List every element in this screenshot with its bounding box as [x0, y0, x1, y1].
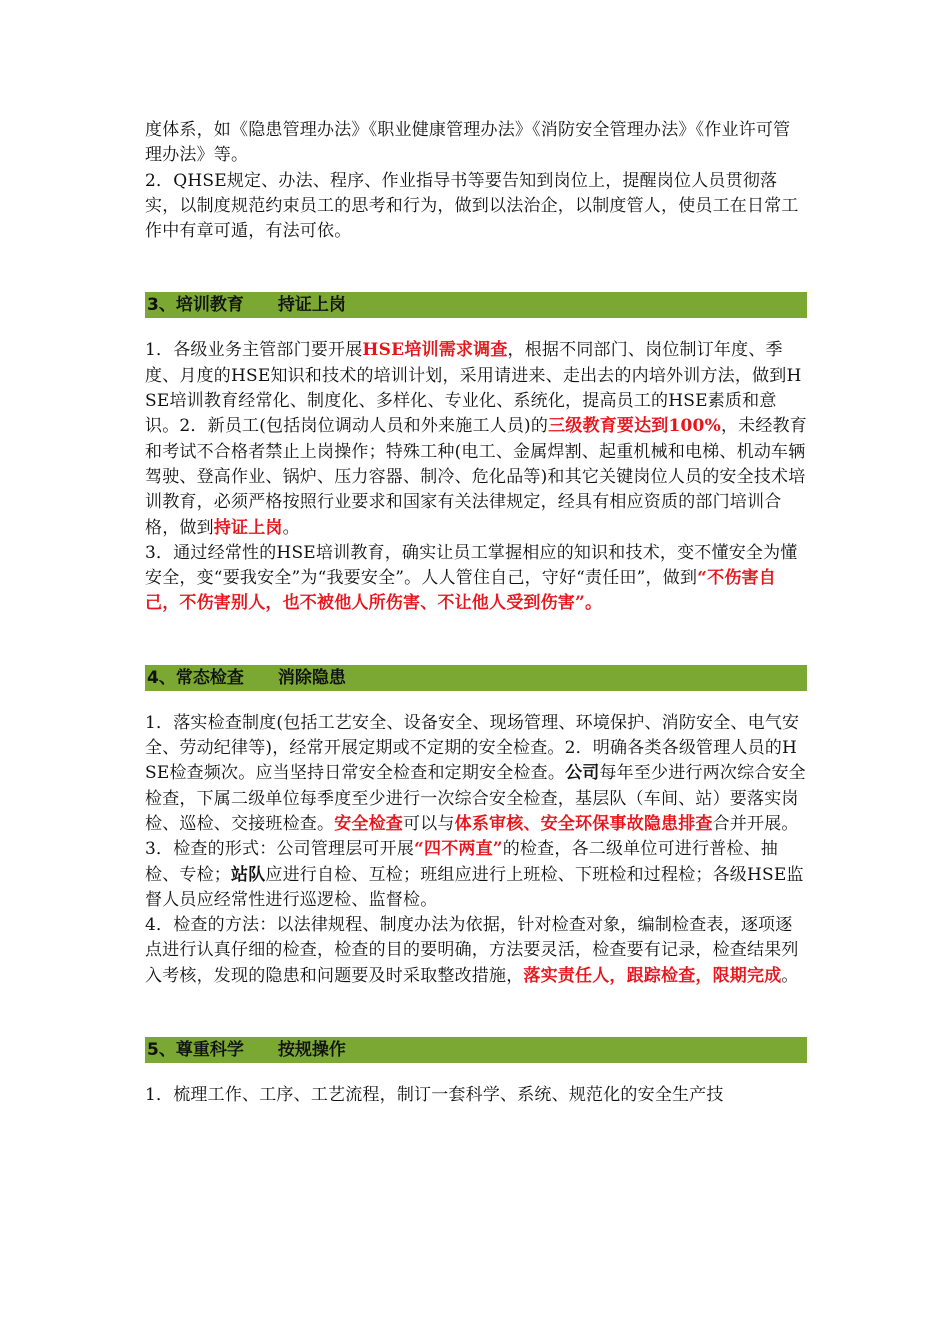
highlight-three-level-education: 三级教育要达到100% — [548, 416, 721, 437]
highlight-four-not-two-direct: “四不两直” — [414, 839, 503, 860]
highlight-responsibility: 落实责任人，跟踪检查，限期完成 — [523, 965, 782, 986]
science-paragraph-1: 1．梳理工作、工序、工艺流程，制订一套科学、系统、规范化的安全生产技 — [145, 1085, 724, 1106]
highlight-four-no-harm: “不伤害自己，不伤害别人，也不被他人所伤害、不让他人受到伤害”。 — [145, 568, 776, 614]
highlight-certified-post: 持证上岗 — [213, 517, 283, 538]
highlight-hse-training-survey: HSE培训需求调查 — [362, 340, 508, 361]
inspection-paragraph-1: 1．落实检查制度(包括工艺安全、设备安全、现场管理、环境保护、消防安全、电气安全、劳动纪律等)，经常开展定期或不定期的安全检查。2．明确各类各级管理人员的HSE检查频次。应当坚持日常安全检查和定期安全检查。公司每年至少进行两次综合安全检查，下属二级单位每季度至少进行一次综合安全检查，基层队（车间、站）要落实岗检、巡检、交接班检查。安全检查可以与体系审核、安全环保事故隐患排查合并开展。3．检查的形式：公司管理层可开展“四不两直”的检查，各二级单位可进行普检、抽检、专检；站队应进行自检、互检；班组应进行上班检、下班检和过程检；各级HSE监督人员应经常性进行巡逻检、监督检。 — [145, 712, 806, 910]
intro-paragraph-2: 2．QHSE规定、办法、程序、作业指导书等要告知到岗位上，提醒岗位人员贯彻落实，以制度规范约束员工的思考和行为，做到以法治企，以制度管人，使员工在日常工作中有章可遁，有法可依。 — [145, 170, 799, 242]
inspection-paragraph-2: 4．检查的方法：以法律规程、制度办法为依据，针对检查对象，编制检查表，逐项逐点进行认真仔细的检查，检查的目的要明确，方法要灵活，检查要有记录，检查结果列入考核，发现的隐患和问题要及时采取整改措施，落实责任人，跟踪检查，限期完成。 — [145, 915, 799, 986]
section-heading-science: 5、尊重科学 按规操作 — [145, 1037, 807, 1063]
bold-station-team: 站队 — [231, 864, 266, 885]
document-page — [145, 118, 807, 1108]
highlight-system-audit: 体系审核、安全环保事故隐患排查 — [454, 813, 713, 834]
training-paragraph-1: 1．各级业务主管部门要开展HSE培训需求调查，根据不同部门、岗位制订年度、季度、月度的HSE知识和技术的培训计划，采用请进来、走出去的内培外训方法，做到HSE培训教育经常化、制度化、多样化、专业化、系统化，提高员工的HSE素质和意识。2．新员工(包括岗位调动人员和外来施工人员)的三级教育要达到100%，未经教育和考试不合格者禁止上岗操作；特殊工种(电工、金属焊割、起重机械和电梯、机动车辆驾驶、登高作业、锅炉、压力容器、制冷、危化品等)和其它关键岗位人员的安全技术培训教育，必须严格按照行业要求和国家有关法律规定，经具有相应资质的部门培训合格，做到持证上岗。 — [145, 340, 807, 538]
section-heading-inspection: 4、常态检查 消除隐患 — [145, 665, 807, 691]
bold-company: 公司 — [565, 763, 600, 784]
intro-paragraph-1: 度体系，如《隐患管理办法》《职业健康管理办法》《消防安全管理办法》《作业许可管理办法》等。 — [145, 120, 791, 166]
highlight-safety-inspection: 安全检查 — [334, 813, 404, 834]
section-heading-training: 3、培训教育 持证上岗 — [145, 292, 807, 318]
training-paragraph-2: 3．通过经常性的HSE培训教育，确实让员工掌握相应的知识和技术，变不懂安全为懂安全，变“要我安全”为“我要安全”。人人管住自己，守好“责任田”，做到“不伤害自己，不伤害别人，也不被他人所伤害、不让他人受到伤害”。 — [145, 542, 798, 614]
